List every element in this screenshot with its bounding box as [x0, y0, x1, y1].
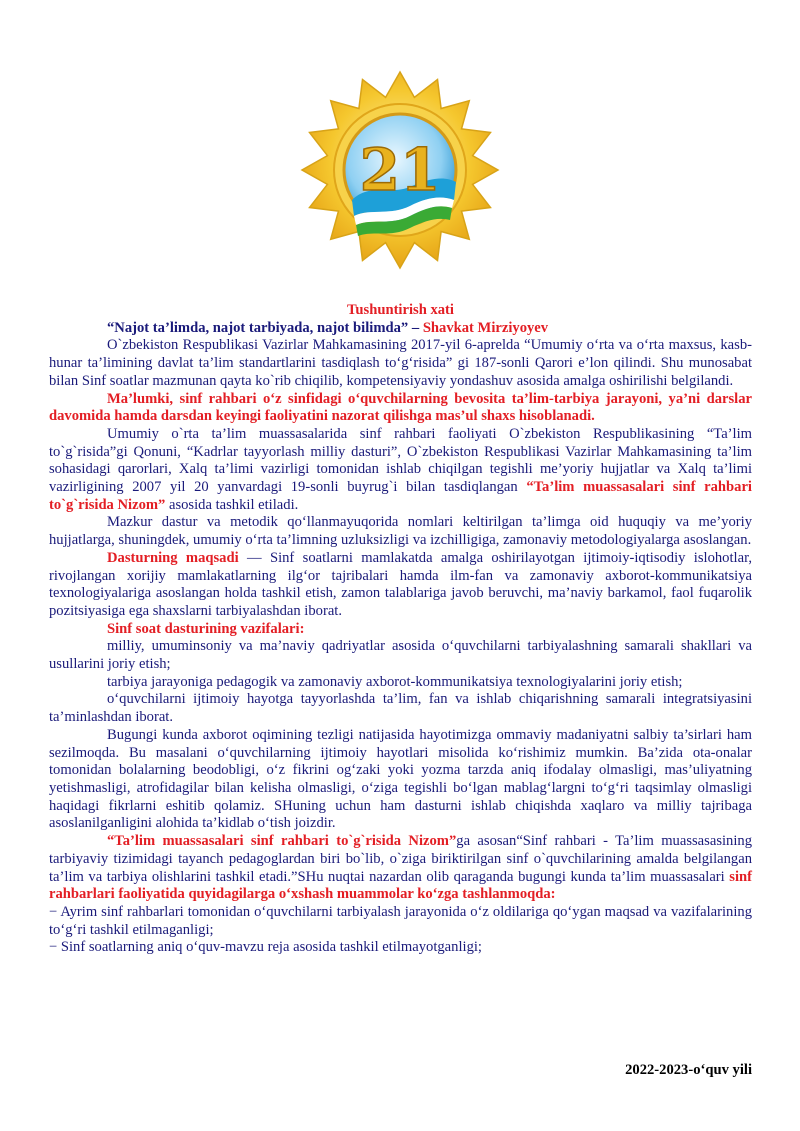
task-item: tarbiya jarayoniga pedagogik va zamonaviy axborot-kommunikatsiya texnologiyalarini joriy etish;: [107, 673, 683, 690]
issue-item: − Sinf soatlarning aniq o‘quv-mavzu reja asosida tashkil etilmayotganligi;: [49, 939, 482, 956]
paragraph-methodology: Mazkur dastur va metodik qo‘llanmayuqorida nomlari keltirilgan ta’limga oid huquqiy va me’yoriy hujjatlarga, shuningdek, umumiy o‘rta ta’limning uzluksizligi va izchilligiga, zamonaviy metodologiyalarga asoslangan.: [49, 514, 752, 549]
paragraph-nizom: [49, 833, 752, 904]
independence-emblem-icon: [300, 50, 500, 290]
nizom-text: ga asosan“Sinf rahbari - Ta’lim muassasasining tarbiyaviy tizimidagi tayanch pedagoglardan biri bo`lib, o`ziga biriktirilgan sinf o`quvchilarining amalda belgilangan ta’lim va tarbiya olishlarini tashkil etadi.”SHu nuqtai nazardan olib qaraganda bugungi kunda ta’lim muassasalari: [49, 833, 752, 885]
nizom-reference: “Ta’lim muassasalari sinf rahbari to`g`risida Nizom”: [49, 479, 752, 513]
emblem-number: 21: [359, 136, 441, 204]
academic-year-footer: 2022-2023-o‘quv yili: [625, 1062, 752, 1078]
epigraph-quote: “Najot ta’limda, najot tarbiyada, najot bilimda” –: [107, 319, 420, 336]
task-item: o‘quvchilarni ijtimoiy hayotga tayyorlashda ta’lim, fan va ishlab chiqarishning samarali integratsiyasini ta’minlashdan iborat.: [49, 691, 752, 726]
problems-heading: sinf rahbarlari faoliyatida quyidagilarga o‘xshash muammolar ko‘zga tashlanmoqda:: [49, 868, 752, 903]
issue-item: − Ayrim sinf rahbarlari tomonidan o‘quvchilarni tarbiyalash jarayonida o‘z oldilariga qo‘ygan maqsad va vazifalarining to‘g‘ri tashkil etilmaganligi;: [49, 903, 752, 938]
page-title: Tushuntirish xati: [347, 302, 454, 318]
paragraph-mass-culture: Bugungi kunda axborot oqimining tezligi natijasida hayotimizga ommaviy madaniyatni salbiy ta’sirlari ham sezilmoqda. Bu masalani o‘quvchilarning ijtimoiy hayotlari misolida ko‘rishimiz mumkin. Ba’zida ota-onalar tomonidan bolalarning beodobligi, o‘z fikrini og‘zaki yoki yozma tarzda aniq ifodalay olmasligi, mas’uliyatning yetishmasligi, atrofidagilar bilan kelisha olmasligi, o‘ziga tegishli bo‘lgan mablag‘largni to‘g‘ri taqsimlay olmasligi haqidagi fikrlarni eshitib qolamiz. SHuning uchun ham dasturni ishlab chiqishda xaqlaro va milliy tajribaga asoslanilganligini alohida ta’kidlab o‘tish joizdir.: [49, 726, 752, 832]
epigraph-author: Shavkat Mirziyoyev: [422, 319, 549, 336]
epigraph: [49, 320, 752, 338]
paragraph-goal: [49, 550, 752, 621]
paragraph-class-teacher-definition: Ma’lumki, sinf rahbari o‘z sinfidagi o‘quvchilarning bevosita ta’lim-tarbiya jarayoni, ya’ni darslar davomida hamda darsdan keyingi faoliyatini nazorat qilishga mas’ul shaxs hisoblanadi.: [49, 390, 752, 425]
paragraph-legal-basis: [49, 426, 752, 515]
goal-text: — Sinf soatlarni mamlakatda amalga oshirilayotgan ijtimoiy-iqtisodiy islohotlar, rivojlangan xorijiy mamlakatlarning ilg‘or tajribalari hamda ilm-fan va zamonaviy axborot-kommunikatsiya texnologiyalariga asoslangan holda tashkil etish, zamon talablariga javob beruvchi, ma’naviy barkamol, faol fuqarolik pozitsiyasiga ega shaxslarni tarbiyalashdan iborat.: [49, 549, 752, 619]
legal-basis-text: Umumiy o`rta ta’lim muassasalarida sinf rahbari faoliyati O`zbekiston Respublikasining “Ta’lim to`g`risida”gi Qonuni, “Kadrlar tayyorlash milliy dasturi”, O`zbekiston Respublikasi Vazirlar Mahkamasining ta’lim sohasidagi qarorlari, Xalq ta’limi vazirligi tomonidan ishlab chiqilgan tegishli me’yoriy hujjatlar va Xalq ta’limi vazirligining 2007 yil 20 yanvardagi 19-sonli buyrug`i bilan tasdiqlangan: [49, 425, 752, 496]
task-item: milliy, umuminsoniy va ma’naviy qadriyatlar asosida o‘quvchilarni tarbiyalashning samarali shakllari va usullarini joriy etish;: [49, 638, 752, 673]
explanatory-letter: [49, 302, 752, 957]
goal-label: Dasturning maqsadi: [107, 549, 239, 566]
tasks-heading: Sinf soat dasturining vazifalari:: [107, 620, 305, 637]
paragraph-decree: O`zbekiston Respublikasi Vazirlar Mahkamasining 2017-yil 6-aprelda “Umumiy o‘rta va o‘rta maxsus, kasb-hunar ta’limining davlat ta’lim standartlarini tasdiqlash to‘g‘risida” gi 187-sonli Qarori e’lon qilindi. Shu munosabat bilan Sinf soatlar mazmunan qayta ko`rib chiqilib, kompetensiyaviy yondashuv asosida amalga oshirilishi belgilandi.: [49, 337, 752, 389]
legal-basis-tail: asosida tashkil etiladi.: [165, 496, 299, 513]
nizom-reference: “Ta’lim muassasalari sinf rahbari to`g`risida Nizom”: [107, 833, 457, 850]
